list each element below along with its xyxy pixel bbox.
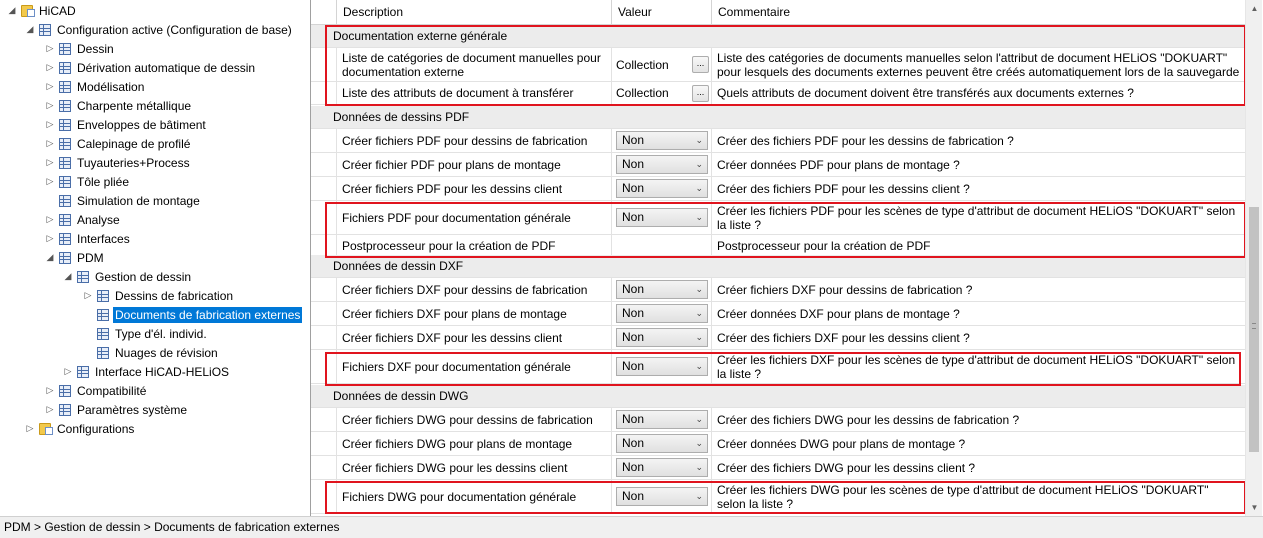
tree-node[interactable] xyxy=(44,248,106,267)
setting-comment: Créer des fichiers DXF pour les dessins client ? xyxy=(717,330,970,345)
edit-collection-button[interactable]: ... xyxy=(692,85,709,102)
setting-value-cell[interactable] xyxy=(612,177,712,200)
dropdown-value: Non xyxy=(622,157,645,171)
tree-node-label: Paramètres système xyxy=(77,402,188,417)
setting-description: Postprocesseur pour la création de PDF xyxy=(337,235,612,256)
tree-node[interactable] xyxy=(6,1,78,20)
tree-node[interactable] xyxy=(44,210,122,229)
value-dropdown[interactable] xyxy=(616,131,708,150)
section-title: Documentation externe générale xyxy=(333,29,508,43)
config-icon xyxy=(77,271,89,283)
setting-description: Créer fichiers DXF pour dessins de fabrication xyxy=(337,278,612,301)
expand-arrow-icon[interactable]: ▷ xyxy=(84,290,92,300)
expand-arrow-icon[interactable]: ▷ xyxy=(46,119,54,129)
setting-row[interactable] xyxy=(311,153,1246,177)
row-gutter xyxy=(311,278,337,301)
chevron-down-icon: ⌄ xyxy=(695,284,703,294)
tree-node[interactable] xyxy=(44,229,132,248)
tree-node[interactable] xyxy=(44,58,257,77)
row-gutter xyxy=(311,456,337,479)
header-value[interactable]: Valeur xyxy=(612,0,712,25)
setting-row[interactable] xyxy=(311,129,1246,153)
tree-node-label: Simulation de montage xyxy=(77,193,200,208)
tree-node-label: Tôle pliée xyxy=(77,174,130,189)
row-gutter xyxy=(311,201,337,234)
collapse-arrow-icon[interactable]: ◢ xyxy=(8,5,16,15)
section-header xyxy=(311,385,1246,408)
tree-node[interactable] xyxy=(62,267,193,286)
config-icon xyxy=(59,385,71,397)
value-dropdown[interactable] xyxy=(616,434,708,453)
chevron-down-icon: ⌄ xyxy=(695,212,703,222)
setting-row[interactable] xyxy=(311,302,1246,326)
section-title: Données de dessin DWG xyxy=(333,389,469,403)
tree-node-label: Tuyauteries+Process xyxy=(77,155,190,170)
config-icon xyxy=(59,43,71,55)
setting-value-cell[interactable] xyxy=(612,129,712,152)
config-icon xyxy=(97,309,109,321)
section-title: Données de dessin DXF xyxy=(333,259,464,273)
value-dropdown[interactable] xyxy=(616,208,708,227)
dropdown-value: Non xyxy=(622,489,645,503)
tree-node-label: Gestion de dessin xyxy=(95,269,192,284)
dropdown-value: Non xyxy=(622,460,645,474)
collapse-arrow-icon[interactable]: ◢ xyxy=(26,24,34,34)
tree-node[interactable] xyxy=(44,134,192,153)
tree-node[interactable] xyxy=(82,305,302,324)
setting-row[interactable] xyxy=(311,48,1246,82)
setting-value-cell[interactable] xyxy=(612,408,712,431)
scroll-down-arrow-icon[interactable]: ▼ xyxy=(1250,503,1259,512)
config-icon xyxy=(59,176,71,188)
config-icon xyxy=(77,366,89,378)
tree-node[interactable] xyxy=(24,20,294,39)
hicad-icon xyxy=(21,5,33,17)
tree-node-label: Interface HiCAD-HELiOS xyxy=(95,364,230,379)
row-gutter xyxy=(311,480,337,513)
setting-comment: Créer des fichiers DWG pour les dessins de fabrication ? xyxy=(717,412,1020,427)
row-gutter xyxy=(311,82,337,104)
setting-description: Créer fichiers DXF pour plans de montage xyxy=(337,302,612,325)
config-icon xyxy=(97,290,109,302)
setting-description: Créer fichiers PDF pour dessins de fabrication xyxy=(337,129,612,152)
chevron-down-icon: ⌄ xyxy=(695,183,703,193)
config-tree[interactable] xyxy=(0,0,310,516)
chevron-down-icon: ⌄ xyxy=(695,462,703,472)
expand-arrow-icon[interactable]: ▷ xyxy=(46,176,54,186)
expand-arrow-icon[interactable]: ▷ xyxy=(46,100,54,110)
chevron-down-icon: ⌄ xyxy=(695,361,703,371)
dropdown-value: Non xyxy=(622,359,645,373)
setting-row[interactable] xyxy=(311,82,1246,105)
setting-value-cell[interactable] xyxy=(612,235,712,256)
tree-node-label: Configurations xyxy=(57,421,135,436)
settings-grid xyxy=(311,0,1263,516)
tree-node[interactable] xyxy=(82,343,220,362)
expand-arrow-icon[interactable]: ▷ xyxy=(46,157,54,167)
scroll-thumb[interactable] xyxy=(1249,207,1259,452)
setting-comment: Créer les fichiers PDF pour les scènes de type d'attribut de document HELiOS "DOKUART" selon la liste ? xyxy=(717,203,1236,232)
tree-node[interactable] xyxy=(44,191,202,210)
config-icon xyxy=(59,81,71,93)
value-dropdown[interactable] xyxy=(616,280,708,299)
config-icon xyxy=(59,62,71,74)
dropdown-value: Non xyxy=(622,306,645,320)
expand-arrow-icon[interactable]: ▷ xyxy=(64,366,72,376)
setting-comment: Créer les fichiers DWG pour les scènes de type d'attribut de document HELiOS "DOKUART" selon la liste ? xyxy=(717,482,1209,511)
value-dropdown[interactable] xyxy=(616,179,708,198)
setting-row[interactable] xyxy=(311,177,1246,201)
header-description[interactable]: Description xyxy=(337,0,612,25)
tree-node[interactable] xyxy=(44,115,208,134)
expand-arrow-icon[interactable]: ▷ xyxy=(46,214,54,224)
tree-node[interactable] xyxy=(44,400,189,419)
collection-value: Collection xyxy=(616,57,669,72)
row-gutter xyxy=(311,177,337,200)
setting-comment: Postprocesseur pour la création de PDF xyxy=(717,238,931,253)
dropdown-value: Non xyxy=(622,436,645,450)
tree-node-label: Charpente métallique xyxy=(77,98,192,113)
setting-description: Créer fichiers PDF pour les dessins client xyxy=(337,177,612,200)
setting-value-cell[interactable] xyxy=(612,302,712,325)
tree-node-label: HiCAD xyxy=(39,3,76,18)
tree-node[interactable] xyxy=(44,77,146,96)
setting-row[interactable] xyxy=(311,235,1246,257)
setting-comment: Liste des catégories de documents manuelles selon l'attribut de document HELiOS "DOKUART" pour lesquels des documents externes peuvent être créés automatiquement lors de la sauvegarde xyxy=(717,50,1240,79)
chevron-down-icon: ⌄ xyxy=(695,308,703,318)
tree-node-label: Compatibilité xyxy=(77,383,147,398)
section-header xyxy=(311,106,1246,129)
config-icon xyxy=(59,214,71,226)
tree-node-label: Enveloppes de bâtiment xyxy=(77,117,206,132)
tree-node-label: Modélisation xyxy=(77,79,145,94)
tree-node-label: Dessins de fabrication xyxy=(115,288,234,303)
tree-node[interactable] xyxy=(44,172,131,191)
chevron-down-icon: ⌄ xyxy=(695,491,703,501)
config-icon xyxy=(59,157,71,169)
setting-value-cell[interactable] xyxy=(612,48,712,81)
setting-row[interactable] xyxy=(311,432,1246,456)
tree-node-label: Interfaces xyxy=(77,231,130,246)
row-gutter xyxy=(311,235,337,256)
collection-value: Collection xyxy=(616,86,669,100)
dropdown-value: Non xyxy=(622,412,645,426)
setting-description: Fichiers DXF pour documentation générale xyxy=(337,350,612,383)
config-icon xyxy=(59,119,71,131)
expand-arrow-icon[interactable]: ▷ xyxy=(46,62,54,72)
setting-comment: Créer des fichiers PDF pour les dessins client ? xyxy=(717,181,970,196)
config-icon xyxy=(97,328,109,340)
row-gutter xyxy=(311,129,337,152)
setting-description: Créer fichiers DWG pour les dessins client xyxy=(337,456,612,479)
expand-arrow-icon[interactable]: ▷ xyxy=(46,81,54,91)
setting-value-cell[interactable] xyxy=(612,480,712,513)
setting-comment: Créer des fichiers DWG pour les dessins client ? xyxy=(717,460,976,475)
chevron-down-icon: ⌄ xyxy=(695,135,703,145)
value-dropdown[interactable] xyxy=(616,410,708,429)
setting-row[interactable] xyxy=(311,408,1246,432)
config-icon xyxy=(59,195,71,207)
expand-arrow-icon[interactable]: ▷ xyxy=(46,404,54,414)
collapse-arrow-icon[interactable]: ◢ xyxy=(64,271,72,281)
setting-description: Fichiers PDF pour documentation générale xyxy=(337,201,612,234)
header-comment[interactable]: Commentaire xyxy=(718,5,791,19)
setting-value-cell[interactable] xyxy=(612,278,712,301)
config-icon xyxy=(59,233,71,245)
section-header xyxy=(311,255,1246,278)
expand-arrow-icon[interactable]: ▷ xyxy=(26,423,34,433)
tree-node[interactable] xyxy=(44,96,193,115)
expand-arrow-icon[interactable]: ▷ xyxy=(46,233,54,243)
config-icon xyxy=(59,138,71,150)
header-gutter xyxy=(311,0,337,25)
tree-node-label: Nuages de révision xyxy=(115,345,218,360)
expand-arrow-icon[interactable]: ▷ xyxy=(46,385,54,395)
setting-description: Créer fichiers DWG pour dessins de fabrication xyxy=(337,408,612,431)
setting-description: Créer fichiers DWG pour plans de montage xyxy=(337,432,612,455)
setting-row[interactable] xyxy=(311,456,1246,480)
value-dropdown[interactable] xyxy=(616,328,708,347)
tree-node-label: Analyse xyxy=(77,212,120,227)
setting-comment: Créer des fichiers PDF pour les dessins de fabrication ? xyxy=(717,133,1014,148)
setting-comment: Quels attributs de document doivent être transférés aux documents externes ? xyxy=(717,86,1134,100)
collapse-arrow-icon[interactable]: ◢ xyxy=(46,252,54,262)
tree-node[interactable] xyxy=(24,419,136,438)
vertical-scrollbar[interactable] xyxy=(1245,0,1262,516)
value-dropdown[interactable] xyxy=(616,458,708,477)
tree-node-label: PDM xyxy=(77,250,104,265)
scroll-up-arrow-icon[interactable]: ▲ xyxy=(1250,4,1259,13)
setting-row[interactable] xyxy=(311,326,1246,350)
config-icon xyxy=(59,252,71,264)
expand-arrow-icon[interactable]: ▷ xyxy=(46,43,54,53)
tree-node[interactable] xyxy=(82,324,209,343)
config-icon xyxy=(97,347,109,359)
dropdown-value: Non xyxy=(622,282,645,296)
setting-description: Liste des attributs de document à transférer xyxy=(337,82,612,104)
setting-value-cell[interactable] xyxy=(612,456,712,479)
setting-comment: Créer données DXF pour plans de montage ? xyxy=(717,306,960,321)
status-bar: PDM > Gestion de dessin > Documents de fabrication externes xyxy=(0,516,1263,538)
tree-node-label: Documents de fabrication externes xyxy=(115,307,301,322)
chevron-down-icon: ⌄ xyxy=(695,438,703,448)
row-gutter xyxy=(311,302,337,325)
setting-value-cell[interactable] xyxy=(612,82,712,104)
setting-row[interactable] xyxy=(311,480,1246,514)
value-dropdown[interactable] xyxy=(616,304,708,323)
grip-icon xyxy=(1252,323,1256,329)
tree-node[interactable] xyxy=(44,153,192,172)
setting-value-cell[interactable] xyxy=(612,350,712,383)
setting-comment: Créer fichiers DXF pour dessins de fabrication ? xyxy=(717,282,973,297)
tree-node[interactable] xyxy=(44,381,148,400)
expand-arrow-icon[interactable]: ▷ xyxy=(46,138,54,148)
setting-value-cell[interactable] xyxy=(612,326,712,349)
setting-row[interactable] xyxy=(311,350,1246,384)
row-gutter xyxy=(311,350,337,383)
setting-row[interactable] xyxy=(311,201,1246,235)
row-gutter xyxy=(311,432,337,455)
configurations-icon xyxy=(39,423,51,435)
setting-description: Créer fichiers DXF pour les dessins client xyxy=(337,326,612,349)
value-dropdown[interactable] xyxy=(616,357,708,376)
setting-value-cell[interactable] xyxy=(612,432,712,455)
section-header xyxy=(311,25,1246,48)
tree-node-label: Calepinage de profilé xyxy=(77,136,191,151)
config-icon xyxy=(59,100,71,112)
dropdown-value: Non xyxy=(622,133,645,147)
setting-comment: Créer données PDF pour plans de montage ? xyxy=(717,157,960,172)
chevron-down-icon: ⌄ xyxy=(695,414,703,424)
setting-description: Créer fichier PDF pour plans de montage xyxy=(337,153,612,176)
setting-value-cell[interactable] xyxy=(612,153,712,176)
setting-description: Fichiers DWG pour documentation générale xyxy=(337,480,612,513)
value-dropdown[interactable] xyxy=(616,155,708,174)
row-gutter xyxy=(311,48,337,81)
tree-node[interactable] xyxy=(44,39,116,58)
value-dropdown[interactable] xyxy=(616,487,708,506)
dropdown-value: Non xyxy=(622,181,645,195)
chevron-down-icon: ⌄ xyxy=(695,332,703,342)
tree-node-label: Dessin xyxy=(77,41,114,56)
setting-comment: Créer les fichiers DXF pour les scènes de type d'attribut de document HELiOS "DOKUART" selon la liste ? xyxy=(717,352,1236,381)
setting-description: Liste de catégories de document manuelles pour documentation externe xyxy=(337,48,612,81)
setting-value-cell[interactable] xyxy=(612,201,712,234)
tree-node-label: Dérivation automatique de dessin xyxy=(77,60,256,75)
row-gutter xyxy=(311,408,337,431)
tree-node[interactable] xyxy=(62,362,231,381)
row-gutter xyxy=(311,326,337,349)
edit-collection-button[interactable]: ... xyxy=(692,56,709,73)
tree-node[interactable] xyxy=(82,286,235,305)
row-gutter xyxy=(311,153,337,176)
dropdown-value: Non xyxy=(622,330,645,344)
section-title: Données de dessins PDF xyxy=(333,110,470,124)
tree-node-label: Type d'él. individ. xyxy=(115,326,207,341)
chevron-down-icon: ⌄ xyxy=(695,159,703,169)
dropdown-value: Non xyxy=(622,210,645,224)
setting-comment: Créer données DWG pour plans de montage ? xyxy=(717,436,966,451)
config-icon xyxy=(59,404,71,416)
setting-row[interactable] xyxy=(311,278,1246,302)
grid-header xyxy=(311,0,1246,25)
tree-node-label: Configuration active (Configuration de base) xyxy=(57,22,292,37)
config-icon xyxy=(39,24,51,36)
